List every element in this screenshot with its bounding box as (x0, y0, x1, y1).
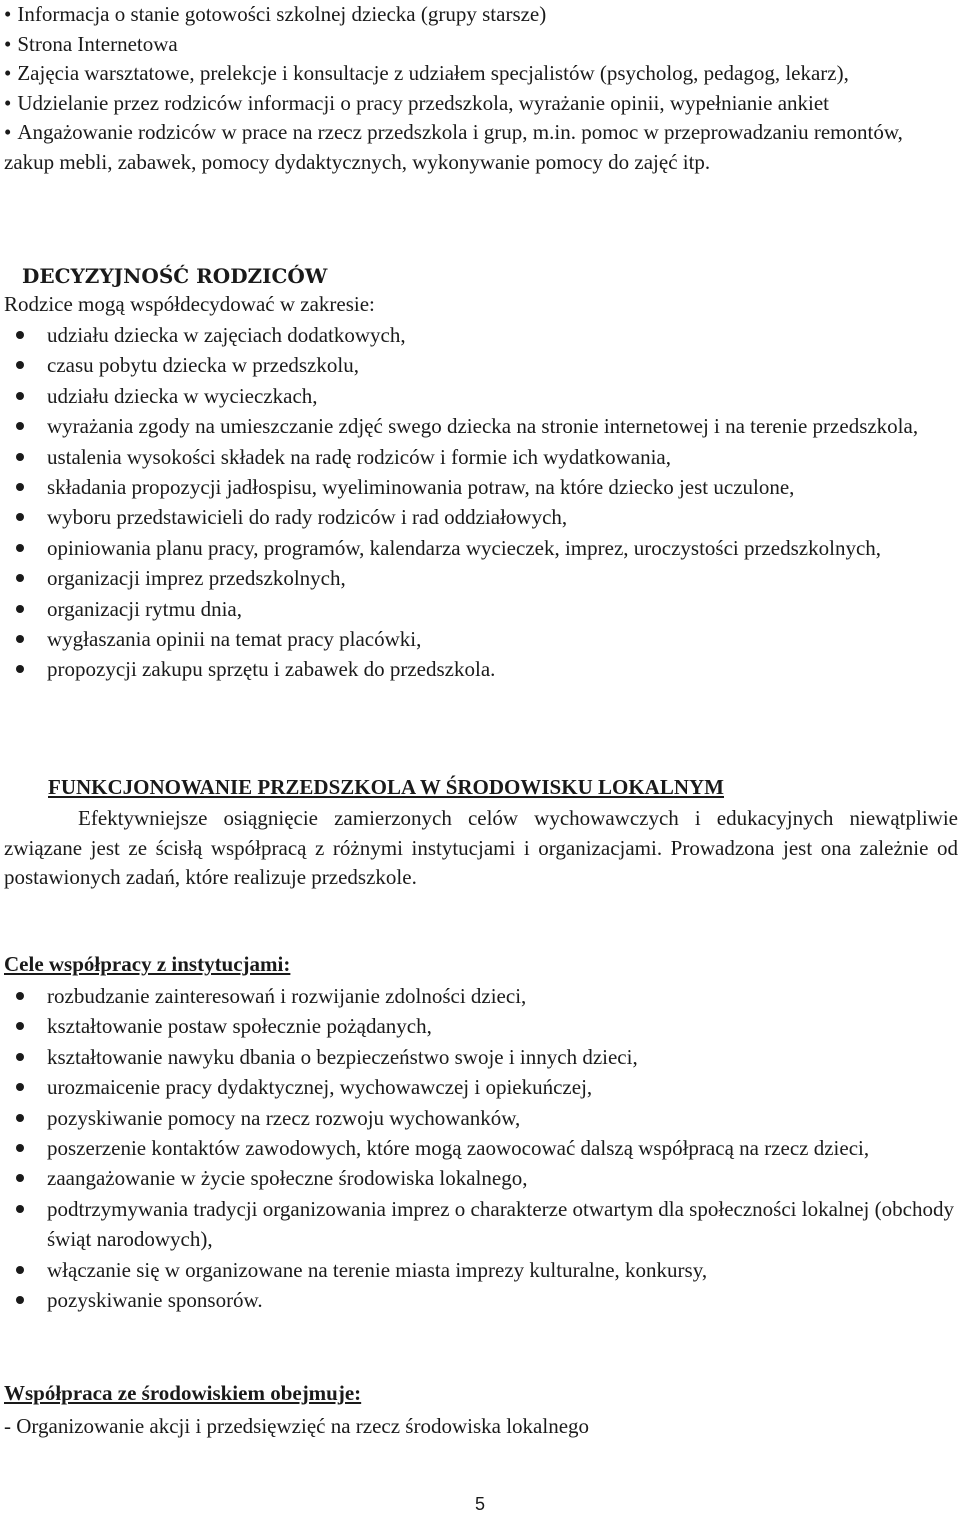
list-item: pozyskiwanie pomocy na rzecz rozwoju wychowanków, (4, 1103, 958, 1133)
list-item: czasu pobytu dziecka w przedszkolu, (4, 350, 958, 380)
list-item: kształtowanie nawyku dbania o bezpieczeństwo swoje i innych dzieci, (4, 1042, 958, 1072)
top-list (4, 0, 958, 178)
list-item: • Zajęcia warsztatowe, prelekcje i konsultacje z udziałem specjalistów (psycholog, pedagog, lekarz), (4, 59, 958, 89)
decision-heading: DECYZYJNOŚĆ RODZICÓW (22, 264, 328, 288)
list-item: wyboru przedstawicieli do rady rodziców i rad oddziałowych, (4, 502, 958, 532)
decision-list (4, 320, 958, 685)
goals-heading: Cele współpracy z instytucjami: (4, 952, 291, 976)
list-item: • Udzielanie przez rodziców informacji o pracy przedszkola, wyrażanie opinii, wypełnianie ankiet (4, 89, 958, 119)
list-item: wygłaszania opinii na temat pracy placówki, (4, 624, 958, 654)
list-item: ustalenia wysokości składek na radę rodziców i formie ich wydatkowania, (4, 442, 958, 472)
list-item: pozyskiwanie sponsorów. (4, 1285, 958, 1315)
list-item: udziału dziecka w wycieczkach, (4, 381, 958, 411)
functioning-paragraph: Efektywniejsze osiągnięcie zamierzonych celów wychowawczych i edukacyjnych niewątpliwie związane jest ze ścisłą współpracą z różnymi instytucjami i organizacjami. Prowadzona jest ona zależnie od postawionych zadań, które realizuje przedszkole. (4, 806, 958, 890)
cooperation-heading: Współpraca ze środowiskiem obejmuje: (4, 1381, 362, 1405)
page-number: 5 (474, 1494, 485, 1514)
list-item: • Angażowanie rodziców w prace na rzecz przedszkola i grup, m.in. pomoc w przeprowadzaniu remontów, zakup mebli, zabawek, pomocy dydaktycznych, wykonywanie pomocy do zajęć itp. (4, 118, 958, 177)
list-item: składania propozycji jadłospisu, wyeliminowania potraw, na które dziecko jest uczulone, (4, 472, 958, 502)
decision-intro: Rodzice mogą współdecydować w zakresie: (4, 292, 375, 316)
list-item: urozmaicenie pracy dydaktycznej, wychowawczej i opiekuńczej, (4, 1072, 958, 1102)
list-item: • Strona Internetowa (4, 30, 958, 60)
list-item: organizacji imprez przedszkolnych, (4, 563, 958, 593)
list-item: podtrzymywania tradycji organizowania imprez o charakterze otwartym dla społeczności lokalnej (obchody świąt narodowych), (4, 1194, 958, 1255)
list-item: włączanie się w organizowane na terenie miasta imprezy kulturalne, konkursy, (4, 1255, 958, 1285)
list-item: poszerzenie kontaktów zawodowych, które mogą zaowocować dalszą współpracą na rzecz dzieci, (4, 1133, 958, 1163)
list-item: kształtowanie postaw społecznie pożądanych, (4, 1011, 958, 1041)
list-item: organizacji rytmu dnia, (4, 594, 958, 624)
cooperation-line: - Organizowanie akcji i przedsięwzięć na rzecz środowiska lokalnego (4, 1414, 590, 1438)
goals-list (4, 981, 958, 1315)
functioning-heading: FUNKCJONOWANIE PRZEDSZKOLA W ŚRODOWISKU LOKALNYM (48, 775, 724, 799)
list-item: • Informacja o stanie gotowości szkolnej dziecka (grupy starsze) (4, 0, 958, 30)
list-item: zaangażowanie w życie społeczne środowiska lokalnego, (4, 1163, 958, 1193)
list-item: udziału dziecka w zajęciach dodatkowych, (4, 320, 958, 350)
list-item: opiniowania planu pracy, programów, kalendarza wycieczek, imprez, uroczystości przedszkolnych, (4, 533, 958, 563)
list-item: propozycji zakupu sprzętu i zabawek do przedszkola. (4, 654, 958, 684)
list-item: wyrażania zgody na umieszczanie zdjęć swego dziecka na stronie internetowej i na terenie przedszkola, (4, 411, 958, 441)
list-item: rozbudzanie zainteresowań i rozwijanie zdolności dzieci, (4, 981, 958, 1011)
